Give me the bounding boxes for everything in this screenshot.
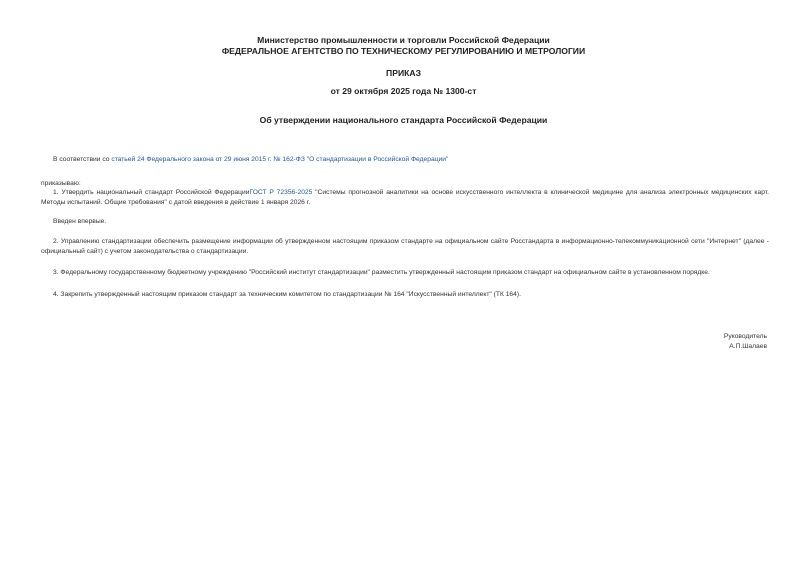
intro-prefix: В соответствии со (53, 156, 112, 163)
item-1-suffix: "Системы прогнозной аналитики на основе искусственного интеллекта в клинической медицине для анализа электронных медицинских карт. Методы испытаний. Общие требования" с датой введения в действие 1 января 2026 г. (41, 189, 769, 206)
item-1-prefix: 1. Утвердить национальный стандарт Российской Федерации (53, 189, 250, 196)
item-1-paragraph (41, 188, 769, 208)
first-time-note: Введен впервые. (53, 218, 107, 225)
item-2-paragraph: 2. Управлению стандартизации обеспечить размещение информации об утвержденном настоящим приказом стандарте на официальном сайте Росстандарта в информационно-телекоммуникационной сети "Интернет" (далее - официальный сайт) с учетом законодательства о стандартизации. (41, 238, 769, 255)
signature-name: А.П.Шалаев (729, 343, 767, 350)
gost-standard-link[interactable]: ГОСТ Р 72356-2025 (249, 189, 313, 196)
order-word: приказываю: (41, 180, 81, 187)
agency-title: ФЕДЕРАЛЬНОЕ АГЕНТСТВО ПО ТЕХНИЧЕСКОМУ РЕГУЛИРОВАНИЮ И МЕТРОЛОГИИ (221, 46, 586, 56)
signature-title: Руководитель (723, 333, 767, 340)
document-type: ПРИКАЗ (386, 68, 421, 78)
intro-paragraph (53, 155, 769, 165)
ministry-title: Министерство промышленности и торговли Российской Федерации (257, 35, 550, 45)
document-date-number: от 29 октября 2025 года № 1300-ст (330, 86, 477, 96)
document-subject: Об утверждении национального стандарта Российской Федерации (259, 115, 548, 125)
item-3-paragraph: 3. Федеральному государственному бюджетному учреждению "Российский институт стандартизации" разместить утвержденный настоящим приказом стандарт на официальном сайте в установленном порядке. (53, 269, 710, 276)
federal-law-link[interactable]: статьей 24 Федерального закона от 29 июня 2015 г. № 162-ФЗ "О стандартизации в Российской Федерации" (111, 156, 449, 163)
item-4-paragraph: 4. Закрепить утвержденный настоящим приказом стандарт за техническим комитетом по стандартизации № 164 "Искусственный интеллект" (ТК 164). (53, 291, 521, 298)
